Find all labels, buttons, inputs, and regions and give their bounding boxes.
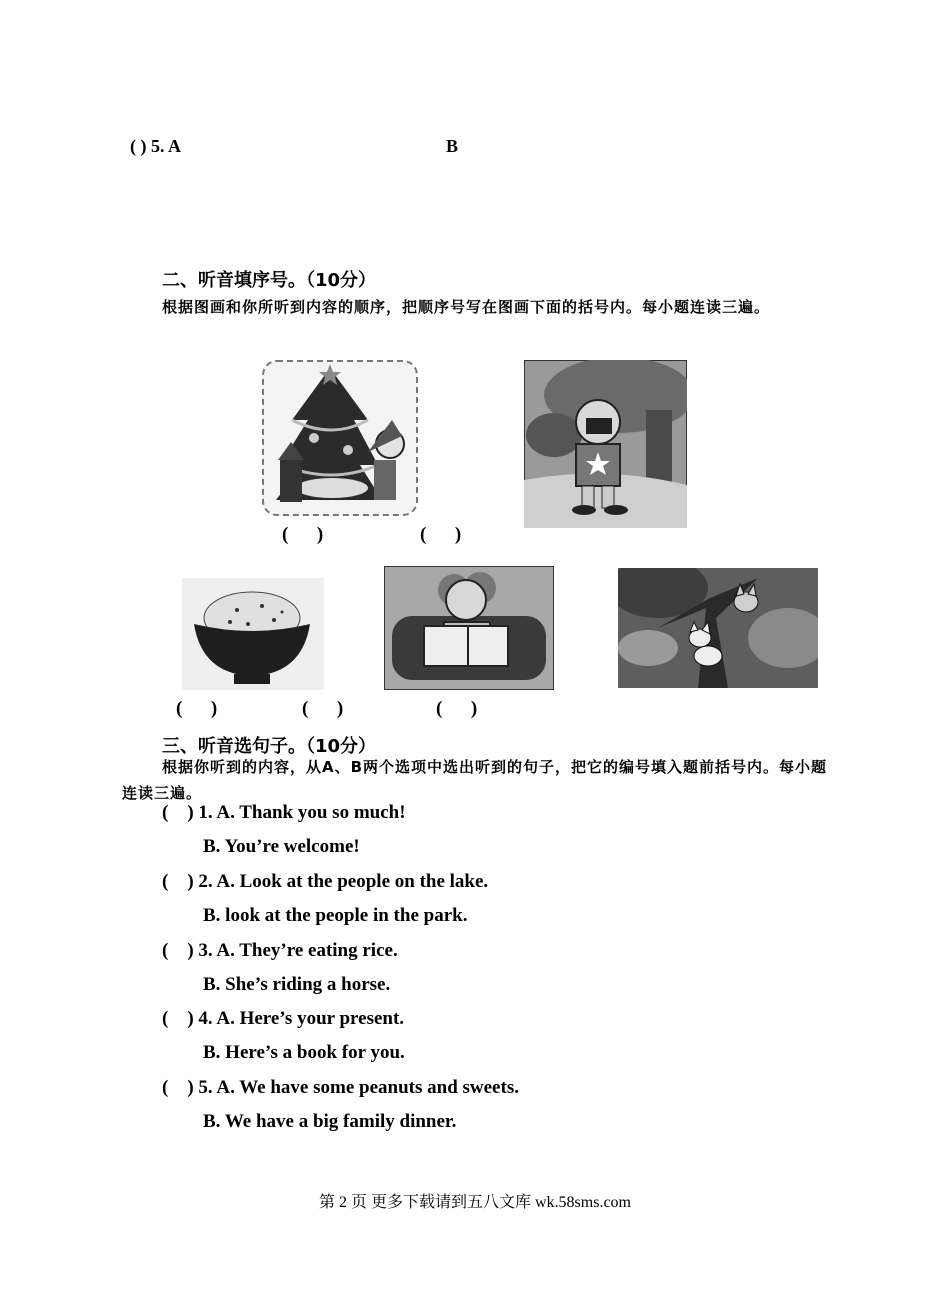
- question-5-option-a: ( ) 5. A. We have some peanuts and sweets.: [162, 1077, 519, 1098]
- answer-blank-1[interactable]: ( ): [282, 524, 324, 545]
- question-1-option-a: ( ) 1. A. Thank you so much!: [162, 802, 406, 823]
- question-3-option-a: ( ) 3. A. They’re eating rice.: [162, 940, 398, 961]
- section-3-title: 三、听音选句子。（10分）: [162, 736, 377, 757]
- question-1-option-b: B. You’re welcome!: [203, 836, 360, 857]
- question-5-option-b-text: B. We have a big family dinner.: [203, 1111, 457, 1132]
- answer-blank-5[interactable]: ( ): [436, 698, 478, 719]
- page-footer: 第 2 页 更多下载请到五八文库 wk.58sms.com: [318, 1194, 631, 1211]
- christmas-tree-picture: [262, 360, 418, 516]
- rice-bowl-picture: [182, 578, 324, 690]
- section-3-instruction: 根据你听到的内容，从A、B两个选项中选出听到的句子，把它的编号填入题前括号内。每小题连读三遍。: [122, 758, 828, 802]
- question-3-option-b: B. She’s riding a horse.: [203, 974, 391, 995]
- girl-reading-picture: [384, 566, 554, 690]
- section-2-instruction: 根据图画和你所听到内容的顺序，把顺序号写在图画下面的括号内。每小题连读三遍。: [162, 298, 771, 316]
- answer-blank-4[interactable]: ( ): [302, 698, 344, 719]
- answer-blank-3[interactable]: ( ): [176, 698, 218, 719]
- question-2-option-a: ( ) 2. A. Look at the people on the lake.: [162, 871, 489, 892]
- boy-camera-picture: [524, 360, 687, 528]
- answer-blank-2[interactable]: ( ): [420, 524, 462, 545]
- cats-in-tree-picture: [618, 568, 818, 688]
- question-5-label: ( ) 5. A: [130, 136, 181, 156]
- question-5-option-b: B: [446, 136, 459, 156]
- question-4-option-b: B. Here’s a book for you.: [203, 1042, 405, 1063]
- question-2-option-b: B. look at the people in the park.: [203, 905, 468, 926]
- section-2-title: 二、听音填序号。（10分）: [162, 270, 377, 291]
- question-4-option-a: ( ) 4. A. Here’s your present.: [162, 1008, 405, 1029]
